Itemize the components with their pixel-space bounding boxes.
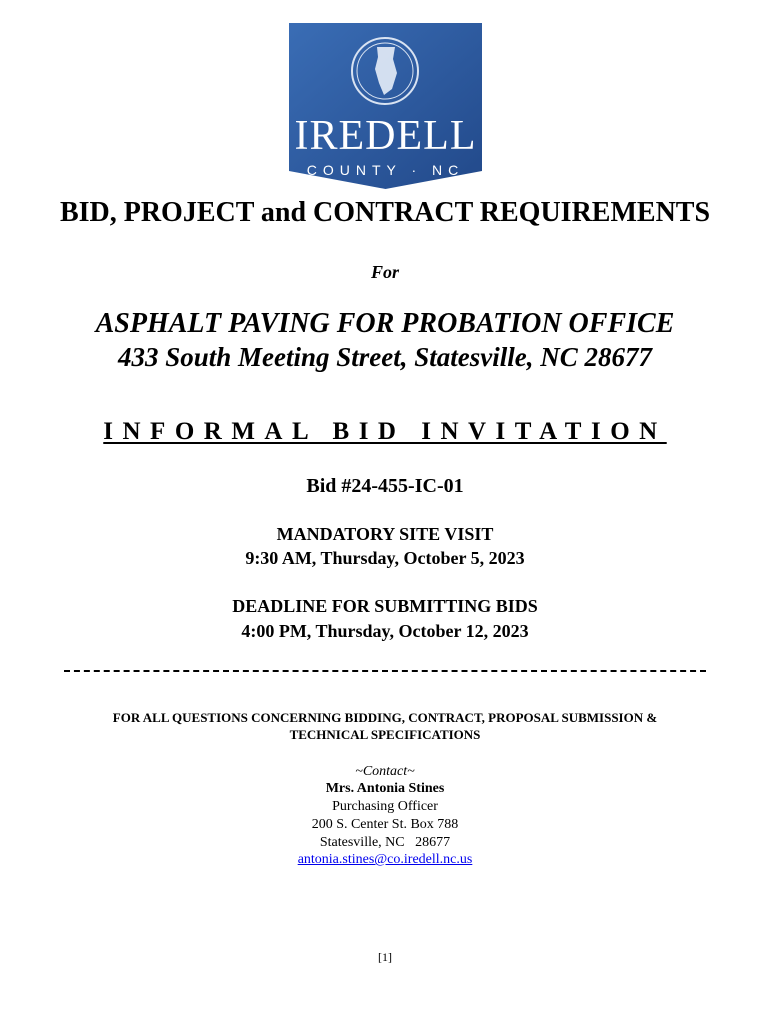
deadline-datetime: 4:00 PM, Thursday, October 12, 2023 (241, 621, 529, 641)
iredell-county-logo (289, 23, 482, 189)
contact-name: Mrs. Antonia Stines (325, 781, 445, 796)
dashed-divider (64, 670, 706, 672)
project-address: 433 South Meeting Street, Statesville, NC 28677 (117, 342, 653, 372)
logo-name: IREDELL (294, 113, 477, 159)
for-label: For (370, 262, 399, 282)
project-name: ASPHALT PAVING FOR PROBATION OFFICE (95, 308, 675, 339)
document-title: BID, PROJECT and CONTRACT REQUIREMENTS (59, 197, 711, 228)
logo-county: COUNTY · NC (306, 162, 465, 178)
contact-role: Purchasing Officer (332, 799, 438, 814)
contact-email-link[interactable]: antonia.stines@co.iredell.nc.us (297, 852, 473, 867)
page-number: [1] (378, 950, 392, 964)
questions-line-1: FOR ALL QUESTIONS CONCERNING BIDDING, CONTRACT, PROPOSAL SUBMISSION & (112, 710, 658, 725)
contact-address-line-2: Statesville, NC 28677 (319, 835, 451, 850)
contact-address-line-1: 200 S. Center St. Box 788 (311, 817, 459, 832)
contact-email-row (0, 852, 770, 868)
site-visit-datetime: 9:30 AM, Thursday, October 5, 2023 (245, 548, 525, 568)
informal-bid-label: INFORMAL BID INVITATION (103, 418, 667, 445)
questions-line-2: TECHNICAL SPECIFICATIONS (289, 727, 481, 742)
deadline-label: DEADLINE FOR SUBMITTING BIDS (232, 596, 538, 616)
informal-bid-heading (0, 418, 770, 446)
bid-number: Bid #24-455-IC-01 (306, 475, 464, 497)
contact-heading: ~Contact~ (355, 764, 415, 779)
site-visit-label: MANDATORY SITE VISIT (276, 524, 494, 544)
